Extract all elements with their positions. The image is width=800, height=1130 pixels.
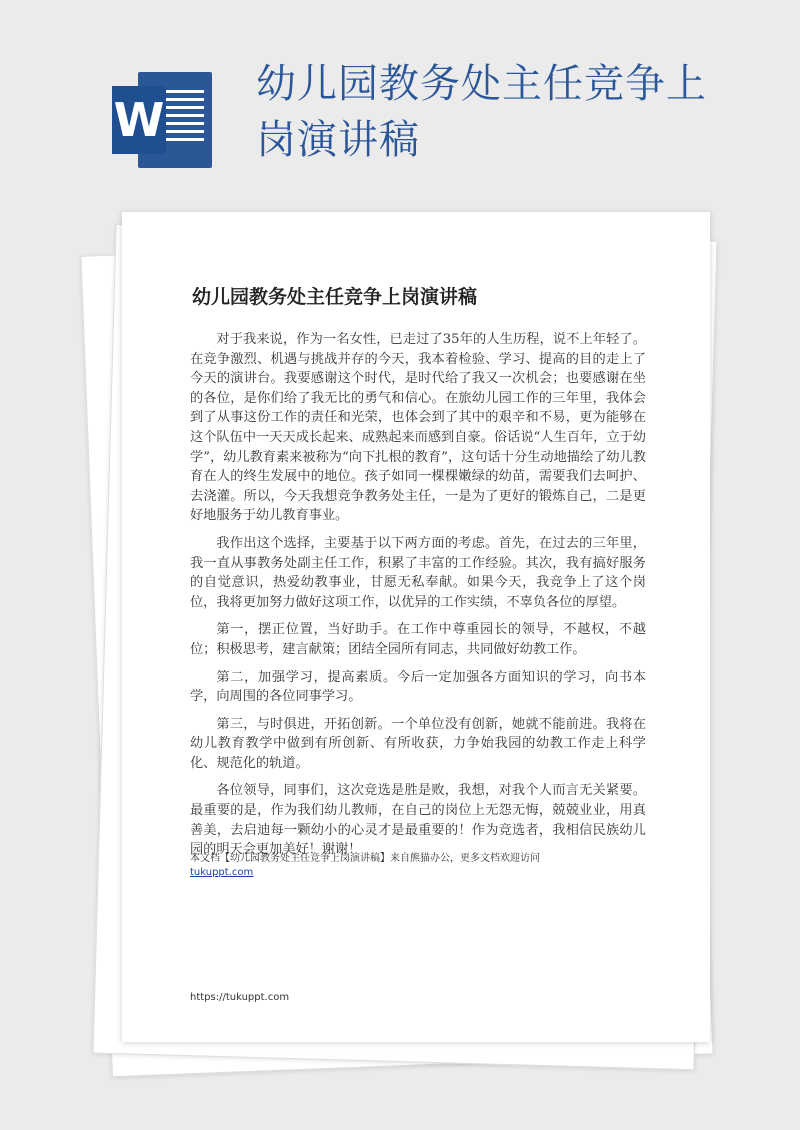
- document-title: 幼儿园教务处主任竞争上岗演讲稿: [192, 286, 478, 308]
- paragraph: 第三，与时俱进，开拓创新。一个单位没有创新，她就不能前进。我将在幼儿教育教学中做到有所创新、有所收获，力争始我园的幼教工作走上科学化、规范化的轨道。: [190, 716, 646, 771]
- text-lines-icon: [162, 90, 204, 146]
- paragraph: 第二，加强学习，提高素质。今后一定加强各方面知识的学习，向书本学，向周围的各位同事学习。: [190, 669, 646, 705]
- site-url[interactable]: https://tukuppt.com: [190, 992, 290, 1003]
- paragraph: 我作出这个选择，主要基于以下两方面的考虑。首先，在过去的三年里，我一直从事教务处副主任工作，积累了丰富的工作经验。其次，我有搞好服务的自觉意识，热爱幼教事业，甘愿无私奉献。如果今天，我竞争上了这个岗位，我将更加努力做好这项工作，以优异的工作实绩，不辜负各位的厚望。: [190, 535, 646, 610]
- document-page: [122, 212, 710, 1042]
- source-note: [190, 852, 650, 880]
- source-note-text: 本文档【幼儿园教务处主任竞争上岗演讲稿】来自熊猫办公，更多文档欢迎访问: [190, 853, 540, 864]
- header: [0, 0, 800, 200]
- source-link[interactable]: tukuppt.com: [190, 867, 254, 878]
- word-w-icon: W: [112, 86, 166, 154]
- paragraph: 第一，摆正位置，当好助手。在工作中尊重园长的领导，不越权，不越位；积极思考，建言献策；团结全园所有同志，共同做好幼教工作。: [190, 622, 646, 657]
- paragraph: 对于我来说，作为一名女性，已走过了35年的人生历程，说不上年轻了。在竞争激烈、机遇与挑战并存的今天，我本着检验、学习、提高的目的走上了今天的演讲台。我要感谢这个时代，是时代给了我又一次机会；也要感谢在坐的各位，是你们给了我无比的勇气和信心。在旅幼儿园工作的三年里，我体会到了从事这份工作的责任和光荣，也体会到了其中的艰辛和不易，更为能够在这个队伍中一天天成长起来、成熟起来而感到自豪。俗话说“人生百年，立于幼学”，幼儿教育素来被称为“向下扎根的教育”，这句话十分生动地描绘了幼儿教育在人的终生发展中的地位。孩子如同一棵棵嫩绿的幼苗，需要我们去呵护、去浇灌。所以，今天我想竞争教务处主任，一是为了更好的锻炼自己，二是更好地服务于幼儿教育事业。: [190, 332, 646, 524]
- paragraph: 各位领导，同事们，这次竞选是胜是败，我想，对我个人而言无关紧要。最重要的是，作为我们幼儿教师，在自己的岗位上无怨无悔，兢兢业业，用真善美，去启迪每一颗幼小的心灵才是最重要的！作为竞选者，我相信民族幼儿园的明天会更加美好！谢谢！: [190, 783, 646, 858]
- word-document-icon: [112, 72, 212, 168]
- document-body: [190, 330, 646, 868]
- page-title: 幼儿园教务处主任竞争上岗演讲稿: [256, 61, 707, 163]
